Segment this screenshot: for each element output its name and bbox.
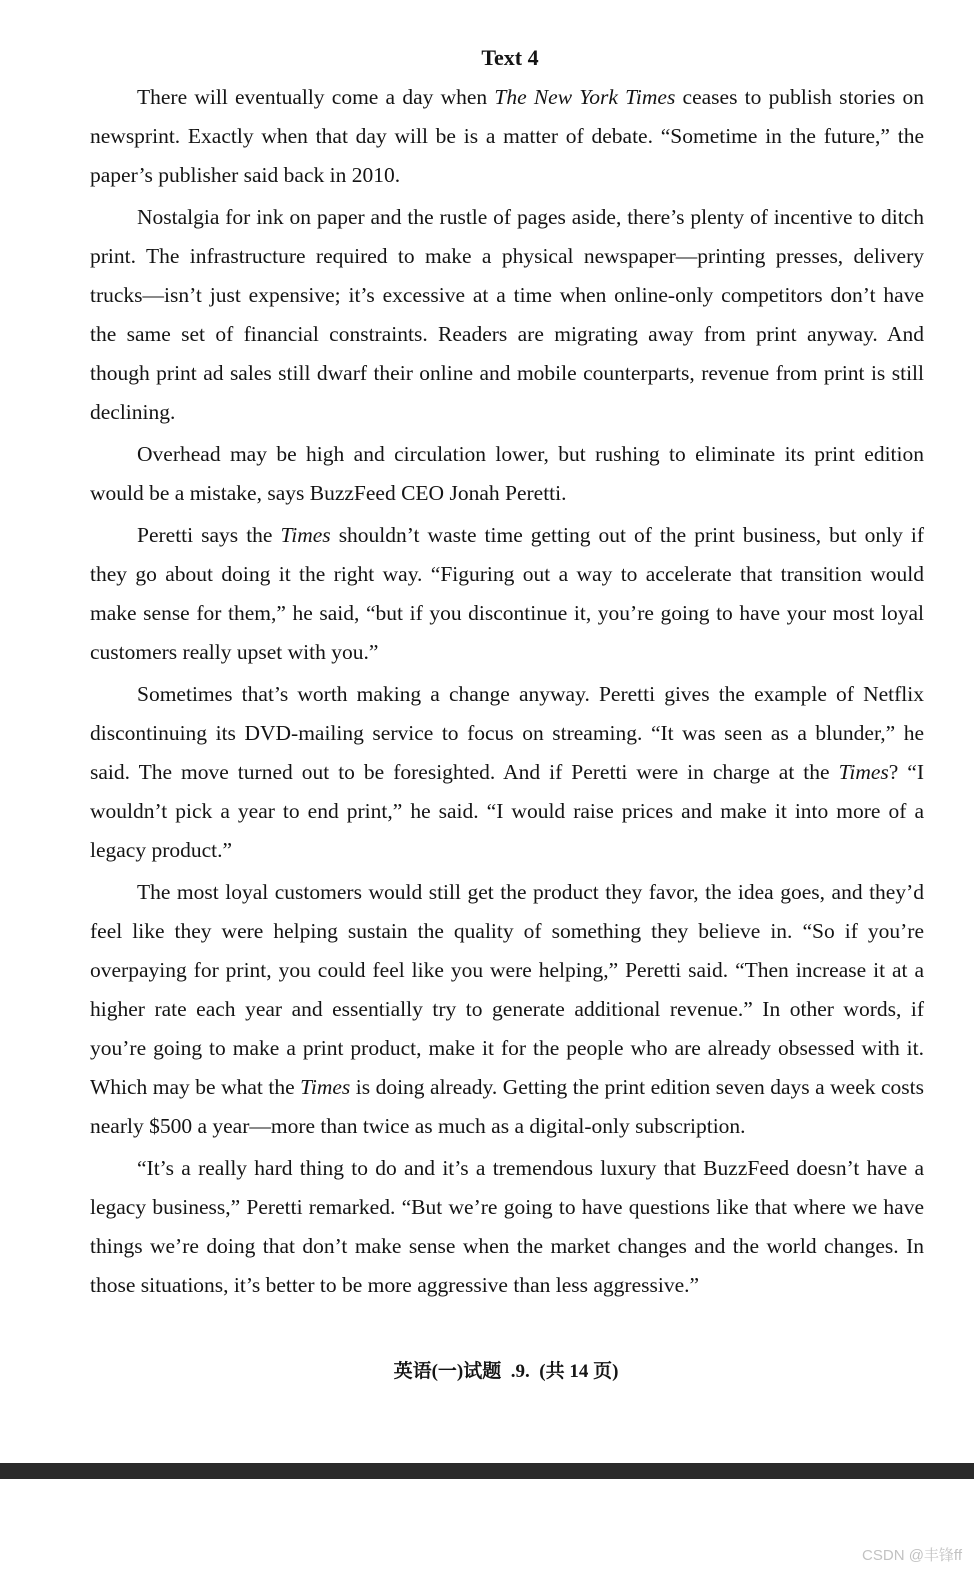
paragraph: [90, 198, 924, 432]
text-run: There will eventually come a day when: [137, 85, 495, 109]
paragraph: [90, 78, 924, 195]
text-run: shouldn’t waste time getting out of the print business, but only if they go about doing it the right way. “Figuring out a way to accelerate that transition would make sense for them,” he said, “but if you discontinue it, you’re going to have your most loyal customers really upset with you.”: [90, 523, 924, 664]
paragraph: [90, 873, 924, 1146]
watermark: CSDN @丰锋ff: [862, 1547, 962, 1564]
page-footer: 英语(一)试题 .9. (共 14 页): [393, 1361, 619, 1382]
text-run: ? “I wouldn’t pick a year to end print,” he said. “I would raise prices and make it into more of a legacy product.”: [90, 760, 925, 862]
text-run: is doing already. Getting the print edition seven days a week costs nearly $500 a year—more than twice as much as a digital-only subscription.: [90, 1075, 924, 1138]
text-title: Text 4: [481, 45, 539, 70]
text-run: The most loyal customers would still get the product they favor, the idea goes, and they’d feel like they were helping sustain the quality of something they believe in. “So if you’re overpaying for print, you could feel like you were helping,” Peretti said. “Then increase it at a higher rate each year and essentially try to generate additional revenue.” In other words, if you’re going to make a print product, make it for the people who are already obsessed with it. Which may be what the: [90, 880, 924, 1099]
article-body: [90, 78, 924, 1308]
italic-title-run: Times: [300, 1075, 351, 1099]
paragraph: [90, 435, 924, 513]
text-run: “It’s a really hard thing to do and it’s a tremendous luxury that BuzzFeed doesn’t have a legacy business,” Peretti remarked. “But we’re going to have questions like that where we have things we’re doing that don’t make sense when the market changes and the world changes. In those situations, it’s better to be more aggressive than less aggressive.”: [90, 1156, 924, 1297]
italic-title-run: The New York Times: [494, 85, 676, 109]
paragraph: [90, 1149, 924, 1305]
text-run: ceases to publish stories on newsprint. Exactly when that day will be is a matter of debate. “Sometime in the future,” the paper’s publisher said back in 2010.: [90, 85, 924, 187]
italic-title-run: Times: [280, 523, 331, 547]
italic-title-run: Times: [838, 760, 889, 784]
text-run: Nostalgia for ink on paper and the rustle of pages aside, there’s plenty of incentive to ditch print. The infrastructure required to make a physical newspaper—printing presses, delivery trucks—isn’t just expensive; it’s excessive at a time when online-only competitors don’t have the same set of financial constraints. Readers are migrating away from print anyway. And though print ad sales still dwarf their online and mobile counterparts, revenue from print is still declining.: [90, 205, 924, 424]
text-run: Overhead may be high and circulation lower, but rushing to eliminate its print edition would be a mistake, says BuzzFeed CEO Jonah Peretti.: [90, 442, 924, 505]
paragraph: [90, 516, 924, 672]
text-run: Peretti says the: [137, 523, 281, 547]
scan-edge-bar: [0, 1463, 974, 1479]
paragraph: [90, 675, 924, 870]
text-run: Sometimes that’s worth making a change anyway. Peretti gives the example of Netflix discontinuing its DVD-mailing service to focus on streaming. “It was seen as a blunder,” he said. The move turned out to be foresighted. And if Peretti were in charge at the: [90, 682, 924, 784]
